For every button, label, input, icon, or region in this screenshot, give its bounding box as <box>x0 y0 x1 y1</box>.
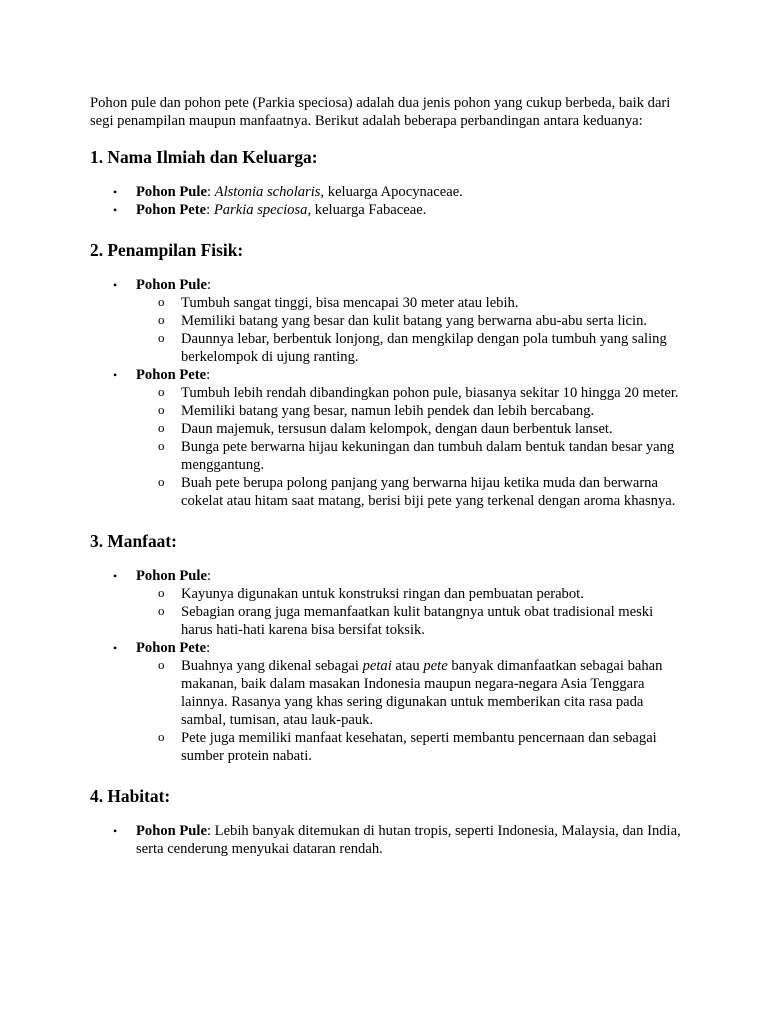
item-text: Daunnya lebar, berbentuk lonjong, dan mengkilap dengan pola tumbuh yang saling berkelompok di ujung ranting. <box>181 331 667 365</box>
list-penampilan <box>90 276 686 510</box>
section-heading-habitat: 4. Habitat: <box>90 786 171 806</box>
item-text: Bunga pete berwarna hijau kekuningan dan tumbuh dalam bentuk tandan besar yang menggantung. <box>181 439 675 473</box>
colon: : <box>206 277 212 293</box>
bullet-icon: • <box>113 824 118 838</box>
colon: : <box>206 202 214 218</box>
item-text: Buah pete berupa polong panjang yang berwarna hijau ketika muda dan berwarna cokelat atau hitam saat matang, berisi biji pete yang terkenal dengan aroma khasnya. <box>181 475 676 509</box>
item-label: Pohon Pule <box>136 823 207 839</box>
sublist-item <box>158 384 686 402</box>
bullet-icon: • <box>113 185 118 199</box>
sublist-item <box>158 420 686 438</box>
section-heading-penampilan: 2. Penampilan Fisik: <box>90 240 244 260</box>
sub-bullet-icon: o <box>158 603 165 618</box>
colon: : <box>206 640 211 656</box>
list-item <box>113 183 686 201</box>
bullet-icon: • <box>113 569 118 583</box>
sub-bullet-icon: o <box>158 384 165 399</box>
item-text: Buahnya yang dikenal sebagai <box>181 658 363 674</box>
item-label: Pohon Pule <box>136 568 207 584</box>
sub-bullet-icon: o <box>158 657 165 672</box>
sublist-item <box>158 438 686 474</box>
item-text: Pete juga memiliki manfaat kesehatan, seperti membantu pencernaan dan sebagai sumber protein nabati. <box>181 730 657 764</box>
list-item <box>113 639 686 765</box>
sublist-item <box>158 294 686 312</box>
item-text: Tumbuh lebih rendah dibandingkan pohon pule, biasanya sekitar 10 hingga 20 meter. <box>181 385 679 401</box>
item-emphasis: petai <box>362 658 392 674</box>
sublist-item <box>158 585 686 603</box>
sublist-item <box>158 729 686 765</box>
sub-bullet-icon: o <box>158 474 165 489</box>
scientific-name: Alstonia scholaris <box>214 184 321 200</box>
sublist-item <box>158 330 686 366</box>
list-item <box>113 276 686 366</box>
sublist-item <box>158 474 686 510</box>
item-text: , keluarga Fabaceae. <box>307 202 427 218</box>
sublist-pule <box>136 585 686 639</box>
scientific-name: Parkia speciosa <box>213 202 308 218</box>
item-label: Pohon Pete <box>136 202 207 218</box>
item-label: Pohon Pule <box>136 277 207 293</box>
sub-bullet-icon: o <box>158 585 165 600</box>
item-text: , keluarga Apocynaceae. <box>320 184 463 200</box>
sub-bullet-icon: o <box>158 402 165 417</box>
item-text: Tumbuh sangat tinggi, bisa mencapai 30 meter atau lebih. <box>181 295 519 311</box>
item-emphasis: pete <box>423 658 448 674</box>
item-label: Pohon Pule <box>136 184 207 200</box>
sublist-pule <box>136 294 686 366</box>
bullet-icon: • <box>113 278 118 292</box>
item-text: banyak dimanfaatkan sebagai bahan makanan, baik dalam masakan Indonesia maupun negara-negara Asia Tenggara lainnya. Rasanya yang khas sering digunakan untuk memberikan cita rasa pada sambal, tumisan, atau lauk-pauk. <box>181 658 663 728</box>
sublist-pete <box>136 384 686 510</box>
intro-paragraph: Pohon pule dan pohon pete (Parkia speciosa) adalah dua jenis pohon yang cukup berbeda, baik dari segi penampilan maupun manfaatnya. Berikut adalah beberapa perbandingan antara keduanya: <box>90 95 671 129</box>
sub-bullet-icon: o <box>158 330 165 345</box>
item-text: Daun majemuk, tersusun dalam kelompok, dengan daun berbentuk lanset. <box>181 421 613 437</box>
list-item <box>113 822 686 858</box>
document-body <box>90 94 686 858</box>
sublist-item <box>158 657 686 729</box>
item-text: Memiliki batang yang besar, namun lebih pendek dan lebih bercabang. <box>181 403 595 419</box>
colon: : <box>206 568 212 584</box>
sub-bullet-icon: o <box>158 420 165 435</box>
list-nama-ilmiah <box>90 183 686 219</box>
sub-bullet-icon: o <box>158 729 165 744</box>
list-item <box>113 567 686 639</box>
item-label: Pohon Pete <box>136 640 207 656</box>
list-manfaat <box>90 567 686 765</box>
item-text: atau <box>391 658 424 674</box>
sublist-item <box>158 312 686 330</box>
sublist-pete <box>136 657 686 765</box>
bullet-icon: • <box>113 203 118 217</box>
list-item <box>113 201 686 219</box>
list-habitat <box>90 822 686 858</box>
section-heading-manfaat: 3. Manfaat: <box>90 531 177 551</box>
bullet-icon: • <box>113 641 118 655</box>
sub-bullet-icon: o <box>158 294 165 309</box>
bullet-icon: • <box>113 368 118 382</box>
item-text: Sebagian orang juga memanfaatkan kulit batangnya untuk obat tradisional meski harus hati-hati karena bisa bersifat toksik. <box>181 604 654 638</box>
item-text: Kayunya digunakan untuk konstruksi ringan dan pembuatan perabot. <box>181 586 584 602</box>
sublist-item <box>158 603 686 639</box>
sub-bullet-icon: o <box>158 312 165 327</box>
list-item <box>113 366 686 510</box>
colon: : <box>206 184 215 200</box>
sublist-item <box>158 402 686 420</box>
section-heading-nama-ilmiah: 1. Nama Ilmiah dan Keluarga: <box>90 147 318 167</box>
item-text: : Lebih banyak ditemukan di hutan tropis, seperti Indonesia, Malaysia, dan India, serta cenderung menyukai dataran rendah. <box>136 823 681 857</box>
item-label: Pohon Pete <box>136 367 207 383</box>
item-text: Memiliki batang yang besar dan kulit batang yang berwarna abu-abu serta licin. <box>181 313 648 329</box>
colon: : <box>206 367 211 383</box>
sub-bullet-icon: o <box>158 438 165 453</box>
